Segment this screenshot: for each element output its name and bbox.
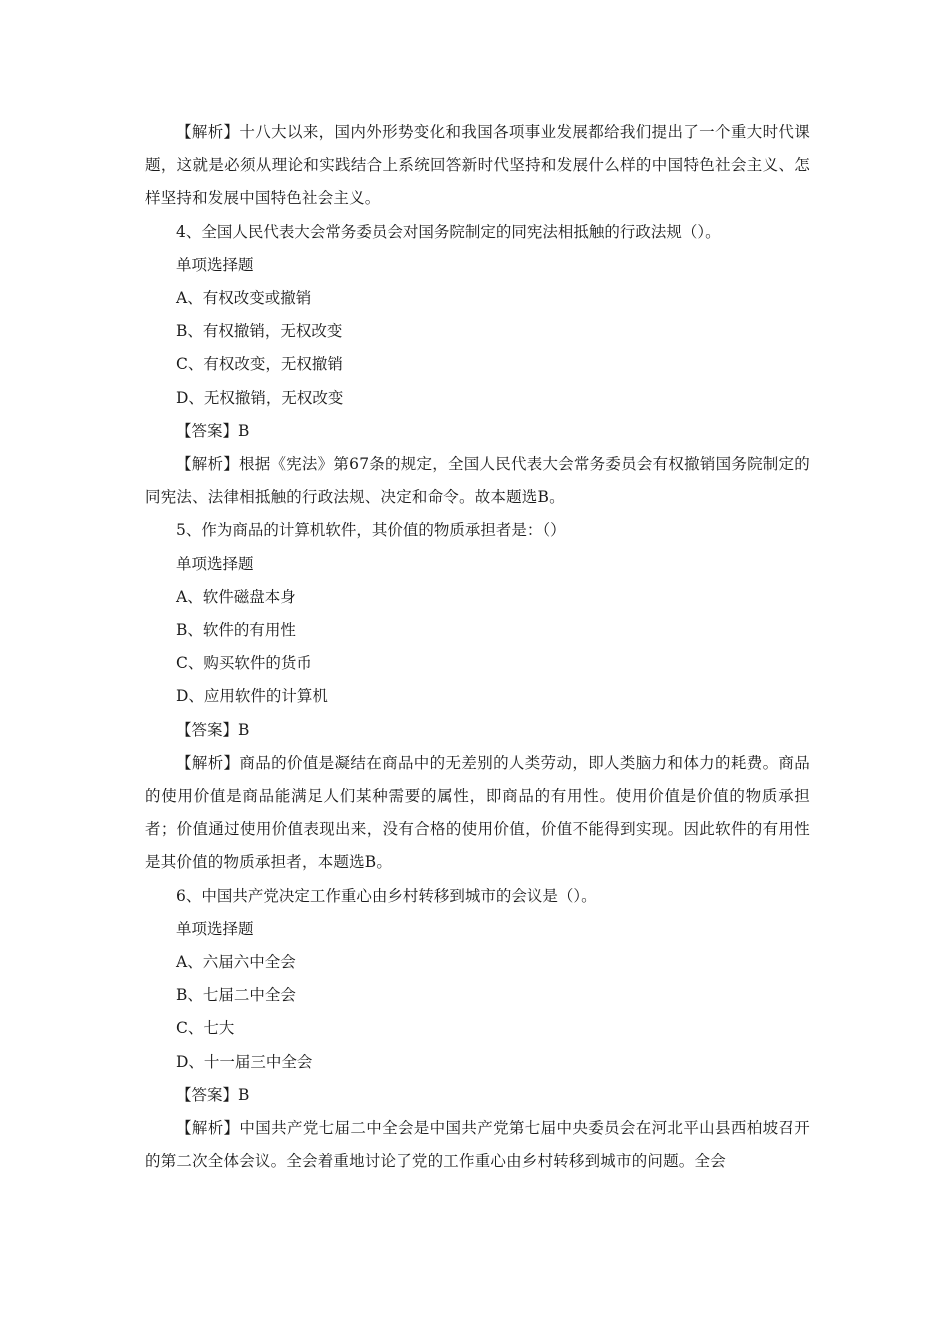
- question-4-option-b: B、有权撤销，无权改变: [176, 322, 343, 341]
- question-4-option-d: D、无权撤销，无权改变: [176, 388, 344, 407]
- question-4-stem: 4、全国人民代表大会常务委员会对国务院制定的同宪法相抵触的行政法规（）。: [176, 222, 721, 241]
- analysis-paragraph: 【解析】十八大以来，国内外形势变化和我国各项事业发展都给我们提出了一个重大时代课题，这就是必须从理论和实践结合上系统回答新时代坚持和发展什么样的中国特色社会主义、怎样坚持和发展中国特色社会主义。: [145, 123, 810, 208]
- question-6-analysis: 【解析】中国共产党七届二中全会是中国共产党第七届中央委员会在河北平山县西柏坡召开的第二次全体会议。全会着重地讨论了党的工作重心由乡村转移到城市的问题。全会: [145, 1119, 810, 1171]
- question-6-stem: 6、中国共产党决定工作重心由乡村转移到城市的会议是（）。: [176, 886, 597, 905]
- question-5-analysis: 【解析】商品的价值是凝结在商品中的无差别的人类劳动，即人类脑力和体力的耗费。商品的使用价值是商品能满足人们某种需要的属性，即商品的有用性。使用价值是价值的物质承担者；价值通过使用价值表现出来，没有合格的使用价值，价值不能得到实现。因此软件的有用性是其价值的物质承担者，本题选B。: [145, 753, 810, 872]
- question-5-type: 单项选择题: [176, 554, 254, 573]
- question-5-option-d: D、应用软件的计算机: [176, 687, 328, 706]
- question-5-stem: 5、作为商品的计算机软件，其价值的物质承担者是：（）: [176, 521, 566, 540]
- question-6-option-c: C、七大: [176, 1019, 235, 1038]
- question-4-answer: 【答案】B: [176, 421, 250, 440]
- question-4-option-a: A、有权改变或撤销: [176, 289, 312, 308]
- document-body: [145, 116, 810, 1179]
- question-6-option-d: D、十一届三中全会: [176, 1052, 313, 1071]
- question-4-option-c: C、有权改变，无权撤销: [176, 355, 343, 374]
- question-5-option-b: B、软件的有用性: [176, 621, 296, 640]
- question-6-option-a: A、六届六中全会: [176, 953, 296, 972]
- question-6-option-b: B、七届二中全会: [176, 986, 296, 1005]
- question-4-analysis: 【解析】根据《宪法》第67条的规定，全国人民代表大会常务委员会有权撤销国务院制定的同宪法、法律相抵触的行政法规、决定和命令。故本题选B。: [145, 455, 810, 507]
- question-4-type: 单项选择题: [176, 255, 254, 274]
- question-5-answer: 【答案】B: [176, 720, 250, 739]
- question-6-type: 单项选择题: [176, 919, 254, 938]
- question-5-option-a: A、软件磁盘本身: [176, 587, 296, 606]
- question-5-option-c: C、购买软件的货币: [176, 654, 312, 673]
- question-6-answer: 【答案】B: [176, 1085, 250, 1104]
